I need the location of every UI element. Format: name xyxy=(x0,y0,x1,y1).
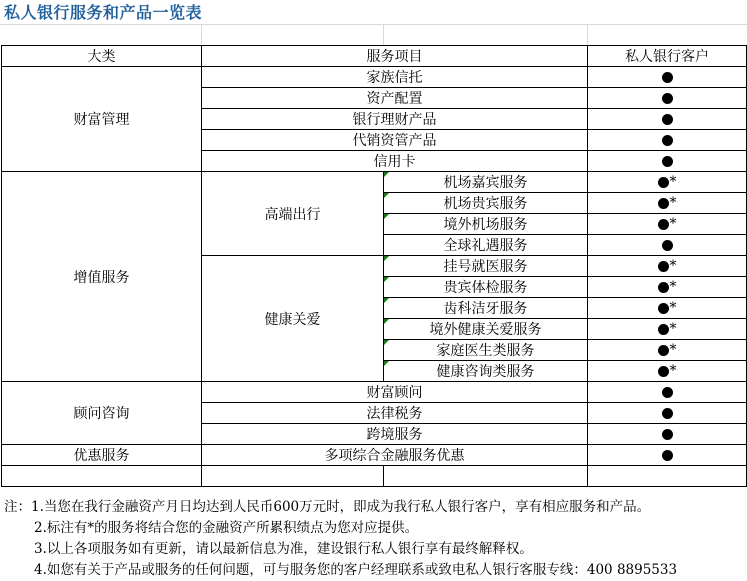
empty-cell xyxy=(2,466,202,487)
filled-dot-icon xyxy=(658,198,669,209)
category-value-added: 增值服务 xyxy=(2,172,202,382)
availability-cell xyxy=(588,445,747,466)
availability-cell xyxy=(588,277,747,298)
header-private-client: 私人银行客户 xyxy=(588,46,747,67)
filled-dot-icon xyxy=(662,429,673,440)
star-mark: * xyxy=(669,195,677,211)
star-mark: * xyxy=(669,258,677,274)
service-item: 信用卡 xyxy=(202,151,588,172)
filled-dot-icon xyxy=(662,93,673,104)
filled-dot-icon xyxy=(662,156,673,167)
service-item: 境外健康关爱服务 xyxy=(384,319,588,340)
sheet-gridline xyxy=(383,24,384,45)
filled-dot-icon xyxy=(658,366,669,377)
star-mark: * xyxy=(669,321,677,337)
availability-cell xyxy=(588,67,747,88)
header-service-item: 服务项目 xyxy=(202,46,588,67)
header-category: 大类 xyxy=(2,46,202,67)
footnote-4: 4.如您有关于产品或服务的任何问题，可与服务您的客户经理联系或致电私人银行客服专线：400 8895533 xyxy=(34,562,678,578)
service-item: 健康咨询类服务 xyxy=(384,361,588,382)
availability-cell xyxy=(588,172,747,193)
availability-cell xyxy=(588,256,747,277)
footnote-2: 2.标注有*的服务将结合您的金融资产所累积绩点为您对应提供。 xyxy=(34,520,419,536)
service-item: 家庭医生类服务 xyxy=(384,340,588,361)
footnotes xyxy=(4,497,677,581)
service-item: 全球礼遇服务 xyxy=(384,235,588,256)
filled-dot-icon xyxy=(662,135,673,146)
service-item: 财富顾问 xyxy=(202,382,588,403)
star-mark: * xyxy=(669,363,677,379)
filled-dot-icon xyxy=(662,114,673,125)
table-row xyxy=(2,67,747,88)
availability-cell xyxy=(588,151,747,172)
service-item: 齿科洁牙服务 xyxy=(384,298,588,319)
filled-dot-icon xyxy=(662,387,673,398)
filled-dot-icon xyxy=(662,408,673,419)
sheet-gridline xyxy=(201,24,202,45)
service-item: 跨境服务 xyxy=(202,424,588,445)
star-mark: * xyxy=(669,279,677,295)
availability-cell xyxy=(588,382,747,403)
star-mark: * xyxy=(669,342,677,358)
table-header-row xyxy=(2,46,747,67)
availability-cell xyxy=(588,361,747,382)
filled-dot-icon xyxy=(658,219,669,230)
page-title: 私人银行服务和产品一览表 xyxy=(4,3,203,22)
filled-dot-icon xyxy=(658,345,669,356)
filled-dot-icon xyxy=(658,303,669,314)
empty-cell xyxy=(384,466,588,487)
filled-dot-icon xyxy=(662,450,673,461)
availability-cell xyxy=(588,109,747,130)
empty-cell xyxy=(588,466,747,487)
availability-cell xyxy=(588,298,747,319)
availability-cell xyxy=(588,193,747,214)
service-item: 境外机场服务 xyxy=(384,214,588,235)
subcategory-health: 健康关爱 xyxy=(202,256,384,382)
filled-dot-icon xyxy=(658,261,669,272)
table-row xyxy=(2,382,747,403)
filled-dot-icon xyxy=(658,177,669,188)
service-item: 银行理财产品 xyxy=(202,109,588,130)
service-item: 机场嘉宾服务 xyxy=(384,172,588,193)
services-table xyxy=(1,45,747,487)
service-item: 机场贵宾服务 xyxy=(384,193,588,214)
availability-cell xyxy=(588,340,747,361)
table-row xyxy=(2,172,747,193)
empty-row xyxy=(2,466,747,487)
service-item: 资产配置 xyxy=(202,88,588,109)
star-mark: * xyxy=(669,216,677,232)
category-advisory: 顾问咨询 xyxy=(2,382,202,445)
availability-cell xyxy=(588,403,747,424)
availability-cell xyxy=(588,88,747,109)
filled-dot-icon xyxy=(658,324,669,335)
availability-cell xyxy=(588,130,747,151)
availability-cell xyxy=(588,319,747,340)
service-item: 贵宾体检服务 xyxy=(384,277,588,298)
star-mark: * xyxy=(669,174,677,190)
table-row xyxy=(2,445,747,466)
service-item: 家族信托 xyxy=(202,67,588,88)
service-item: 多项综合金融服务优惠 xyxy=(202,445,588,466)
empty-cell xyxy=(202,466,384,487)
footnote-1: 注：1.当您在我行金融资产月日均达到人民币600万元时，即成为我行私人银行客户，享有相应服务和产品。 xyxy=(4,499,651,515)
service-item: 挂号就医服务 xyxy=(384,256,588,277)
sheet-gridline xyxy=(0,24,747,25)
service-item: 代销资管产品 xyxy=(202,130,588,151)
filled-dot-icon xyxy=(662,240,673,251)
sheet-gridline xyxy=(587,24,588,45)
subcategory-travel: 高端出行 xyxy=(202,172,384,256)
filled-dot-icon xyxy=(658,282,669,293)
availability-cell xyxy=(588,235,747,256)
availability-cell xyxy=(588,214,747,235)
star-mark: * xyxy=(669,300,677,316)
filled-dot-icon xyxy=(662,72,673,83)
availability-cell xyxy=(588,424,747,445)
service-item: 法律税务 xyxy=(202,403,588,424)
category-offers: 优惠服务 xyxy=(2,445,202,466)
footnote-3: 3.以上各项服务如有更新，请以最新信息为准，建设银行私人银行享有最终解释权。 xyxy=(34,541,533,557)
category-wealth: 财富管理 xyxy=(2,67,202,172)
